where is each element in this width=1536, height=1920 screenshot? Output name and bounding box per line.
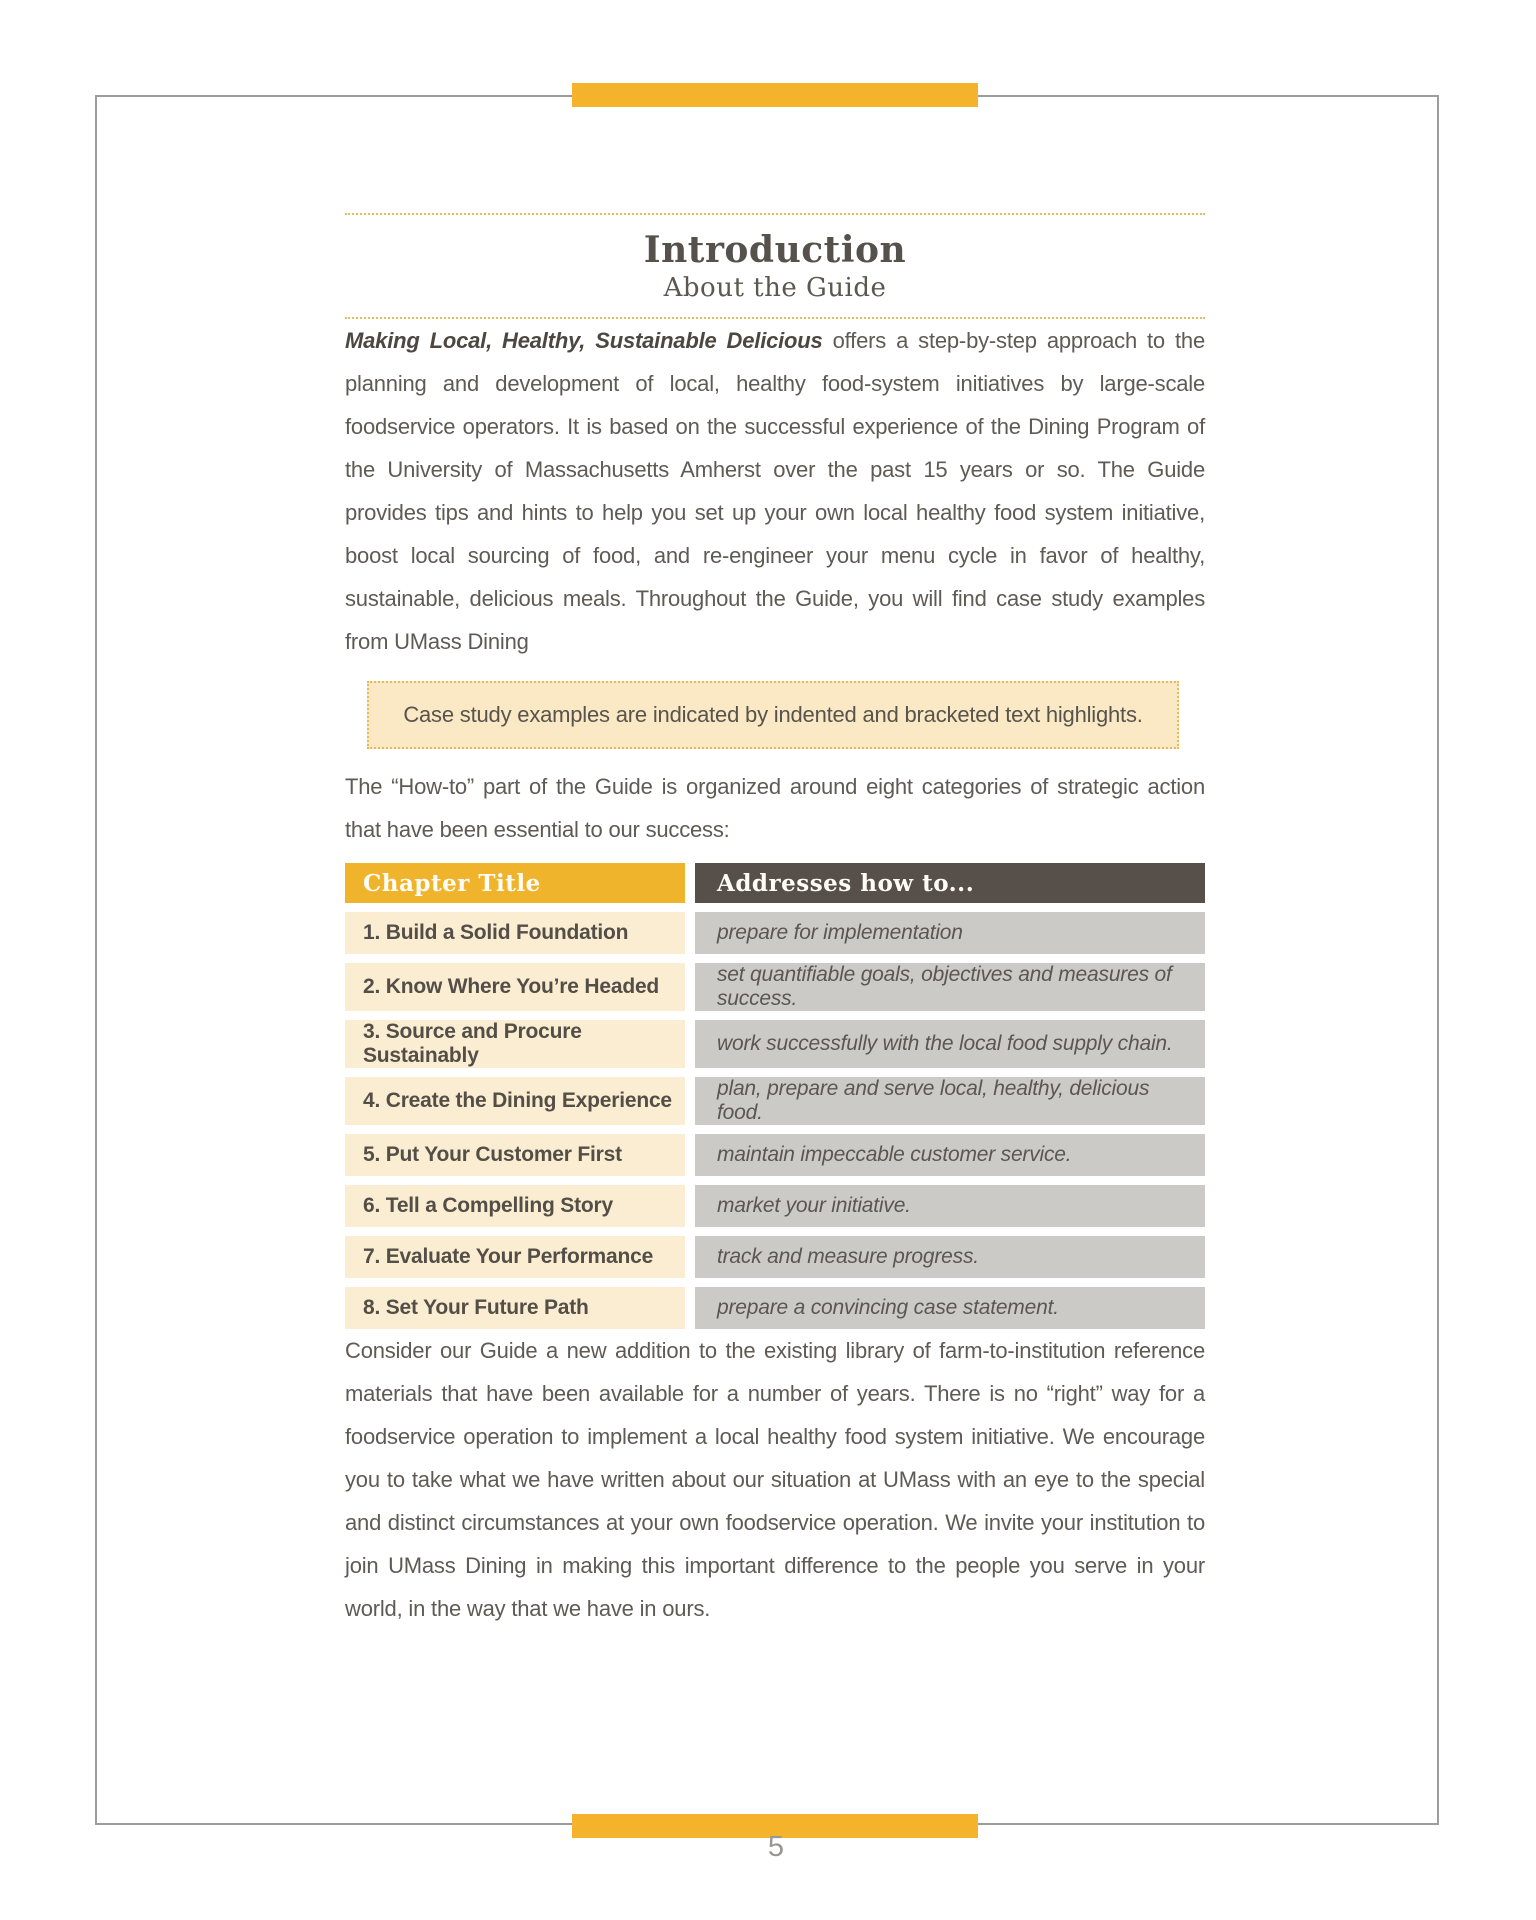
table-row (345, 1134, 1205, 1176)
chapter-label: 8. Set Your Future Path (363, 1296, 589, 1319)
addresses-label: prepare a convincing case statement. (717, 1296, 1059, 1319)
chapter-cell (345, 1185, 685, 1227)
addresses-label: prepare for implementation (717, 921, 963, 944)
chapter-cell (345, 1020, 685, 1068)
case-study-callout (367, 681, 1179, 749)
chapter-cell (345, 1287, 685, 1329)
chapter-label: 1. Build a Solid Foundation (363, 921, 629, 944)
chapter-title-header-label: Chapter Title (363, 869, 541, 897)
chapter-label: 2. Know Where You’re Headed (363, 975, 660, 998)
table-row (345, 1020, 1205, 1068)
chapter-cell (345, 963, 685, 1011)
lead-phrase: Making Local, Healthy, Sustainable Delicious (345, 328, 823, 353)
callout-text: Case study examples are indicated by indented and bracketed text highlights. (403, 702, 1143, 727)
chapter-label: 5. Put Your Customer First (363, 1143, 622, 1166)
chapter-label: 3. Source and Procure Sustainably (363, 1020, 582, 1067)
chapter-label: 4. Create the Dining Experience (363, 1089, 672, 1112)
addresses-label: work successfully with the local food supply chain. (717, 1032, 1173, 1055)
addresses-label: maintain impeccable customer service. (717, 1143, 1072, 1166)
chapter-label: 7. Evaluate Your Performance (363, 1245, 654, 1268)
intro-paragraph-text: offers a step-by-step approach to the planning and development of local, healthy food-system initiatives by large-scale foodservice operators. It is based on the successful experience of the Dining Program of the University of Massachusetts Amherst over the past 15 years or so. The Guide provides tips and hints to help you set up your own local healthy food system initiative, boost local sourcing of food, and re-engineer your menu cycle in favor of healthy, sustainable, delicious meals. Throughout the Guide, you will find case study examples from UMass Dining (345, 328, 1205, 654)
addresses-cell (695, 1020, 1205, 1068)
page-number: 5 (767, 1831, 785, 1863)
closing-paragraph: Consider our Guide a new addition to the existing library of farm-to-institution reference materials that have been available for a number of years. There is no “right” way for a foodservice operation to implement a local healthy food system initiative. We encourage you to take what we have written about our situation at UMass with an eye to the special and distinct circumstances at your own foodservice operation. We invite your institution to join UMass Dining in making this important difference to the people you serve in your world, in the way that we have in ours. (345, 1338, 1205, 1621)
addresses-cell (695, 1287, 1205, 1329)
table-row (345, 1236, 1205, 1278)
table-row (345, 963, 1205, 1011)
intro-paragraph (345, 319, 1205, 663)
page-subtitle: About the Guide (663, 273, 887, 303)
chapter-cell (345, 1236, 685, 1278)
chapter-cell (345, 1077, 685, 1125)
addresses-header-cell (695, 863, 1205, 903)
addresses-label: track and measure progress. (717, 1245, 979, 1268)
addresses-cell (695, 1236, 1205, 1278)
page-title: Introduction (643, 229, 907, 271)
chapter-label: 6. Tell a Compelling Story (363, 1194, 613, 1217)
table-row (345, 1077, 1205, 1125)
addresses-cell (695, 1134, 1205, 1176)
dotted-rule-top (345, 213, 1205, 215)
table-row (345, 1185, 1205, 1227)
chapter-cell (345, 1134, 685, 1176)
addresses-label: plan, prepare and serve local, healthy, delicious food. (717, 1077, 1150, 1124)
addresses-label: set quantifiable goals, objectives and measures of success. (717, 963, 1172, 1010)
table-row (345, 1287, 1205, 1329)
page-content (345, 205, 1205, 1630)
chapter-title-header-cell (345, 863, 685, 903)
addresses-label: market your initiative. (717, 1194, 911, 1217)
addresses-cell (695, 912, 1205, 954)
addresses-cell (695, 963, 1205, 1011)
addresses-cell (695, 1185, 1205, 1227)
how-to-paragraph: The “How-to” part of the Guide is organized around eight categories of strategic action that have been essential to our success: (345, 774, 1205, 842)
table-row (345, 912, 1205, 954)
table-header-row (345, 863, 1205, 903)
addresses-cell (695, 1077, 1205, 1125)
chapter-cell (345, 912, 685, 954)
chapters-table (345, 863, 1205, 1329)
top-accent-bar (572, 83, 978, 107)
addresses-header-label: Addresses how to... (717, 869, 975, 897)
